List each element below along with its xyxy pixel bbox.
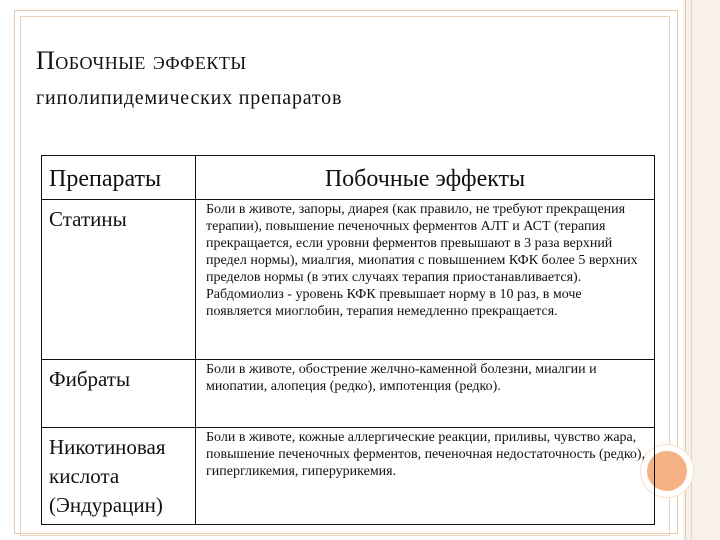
- drug-name-niacin: Никотиновая кислота (Эндурацин): [42, 428, 196, 525]
- side-effects-niacin: Боли в животе, кожные аллергические реакции, приливы, чувство жара, повышение печеночных ферментов, печеночная недостаточность (редко), гипергликемия, гиперурикемия.: [196, 428, 655, 525]
- side-effects-table-wrap: [41, 155, 654, 524]
- side-effects-fibrates: Боли в животе, обострение желчно-каменной болезни, миалгии и миопатии, алопеция (редко), импотенция (редко).: [196, 360, 655, 428]
- header-side-effects: Побочные эффекты: [196, 156, 655, 200]
- side-effects-statins: Боли в животе, запоры, диарея (как правило, не требуют прекращения терапии), повышение печеночных ферментов АЛТ и АСТ (терапия прекращается, если уровни ферментов превышают в 3 раза верхний предел нормы), миалгия, миопатия с повышением КФК более 5 верхних пределов нормы (в этих случаях терапия приостанавливается). Рабдомиолиз - уровень КФК превышает норму в 10 раз, в моче появляется миоглобин, терапия немедленно прекращается.: [196, 200, 655, 360]
- title-line-2: гиполипидемических препаратов: [36, 87, 343, 109]
- drug-name-statins: Статины: [42, 200, 196, 360]
- title-line-1: Побочные эффекты: [36, 46, 247, 75]
- table-row: [42, 428, 655, 525]
- drug-name-fibrates: Фибраты: [42, 360, 196, 428]
- page-title: [36, 48, 626, 108]
- header-drugs: Препараты: [42, 156, 196, 200]
- table-row: [42, 200, 655, 360]
- side-effects-table: [41, 155, 655, 525]
- table-header-row: [42, 156, 655, 200]
- table-row: [42, 360, 655, 428]
